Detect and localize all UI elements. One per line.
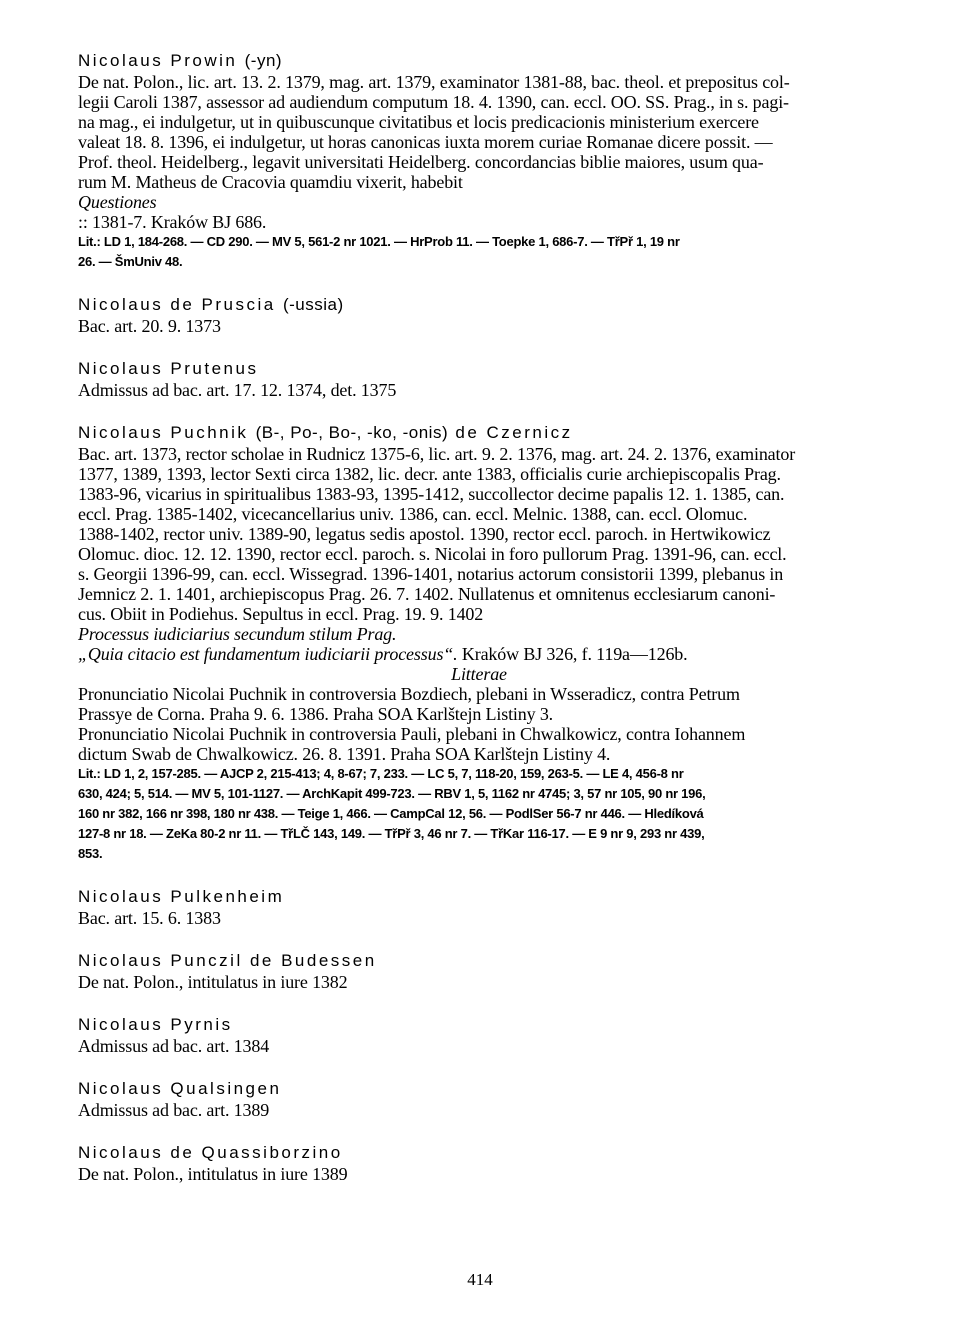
work-title: Processus iudiciarius secundum stilum Prag. [78, 624, 397, 644]
entry-text-line: rum M. Matheus de Cracovia quamdiu vixerit, habebit [78, 172, 463, 192]
entry-text-line: 1383-96, vicarius in spiritualibus 1383-93, 1395-1412, succollector decime papalis 12. 1. 1385, can. [78, 484, 785, 504]
literature-line: Lit.: LD 1, 2, 157-285. — AJCP 2, 215-413; 4, 8-67; 7, 233. — LC 5, 7, 118-20, 159, 263-5. — LE 4, 456-8 nr [78, 766, 684, 781]
entry-text-line: Olomuc. dioc. 12. 12. 1390, rector eccl. paroch. s. Nicolai in foro pullorum Prag. 1391-96, can. eccl. [78, 544, 787, 564]
entry-text-line: De nat. Polon., intitulatus in iure 1389 [78, 1164, 348, 1184]
literature-line: 160 nr 382, 166 nr 398, 180 nr 438. — Teige 1, 466. — CampCal 12, 56. — PodlSer 56-7 nr 446. — Hledíková [78, 806, 704, 821]
entry-text-line: Admissus ad bac. art. 1389 [78, 1100, 270, 1120]
entry-heading [78, 422, 880, 444]
entry-text-line: De nat. Polon., intitulatus in iure 1382 [78, 972, 348, 992]
entry-text-line: na mag., ei indulgetur, ut in quibuscunque civitatibus et locis predicacionis ministerium exercere [78, 112, 759, 132]
entry-name: Nicolaus Puchnik [78, 423, 249, 442]
entry-text-line: eccl. Prag. 1385-1402, vicecancellarius univ. 1386, can. eccl. Melnic. 1388, can. eccl. Olomuc. [78, 504, 748, 524]
name-variant: (-yn) [244, 51, 283, 70]
entry-text-line: Jemnicz 2. 1. 1401, archiepiscopus Prag. 26. 7. 1402. Nullatenus et omnitenus ecclesiarum canoni- [78, 584, 776, 604]
letter-line: Pronunciatio Nicolai Puchnik in controversia Bozdiech, plebani in Wsseradicz, contra Petrum [78, 684, 740, 704]
letter-line: Prassye de Corna. Praha 9. 6. 1386. Praha SOA Karlštejn Listiny 3. [78, 704, 554, 724]
entry-text-line: 1388-1402, rector univ. 1389-90, legatus sedis apostol. 1390, rector eccl. paroch. in Hertwikowicz [78, 524, 771, 544]
page-number: 414 [467, 1270, 493, 1289]
entry-text-line: Admissus ad bac. art. 1384 [78, 1036, 270, 1056]
entry-heading: Nicolaus Pyrnis [78, 1015, 233, 1034]
entry-text-line: cus. Obiit in Podiehus. Sepultus in eccl. Prag. 19. 9. 1402 [78, 604, 484, 624]
entry-heading [78, 50, 880, 72]
name-variant: (B-, Po-, Bo-, -ko, -onis) [255, 423, 449, 442]
entry-text-line: valeat 18. 8. 1396, ei indulgetur, ut horas canonicas iuxta morem curiae Romanae dicere possit. — [78, 132, 773, 152]
entry-heading: Nicolaus Qualsingen [78, 1079, 282, 1098]
entry-name: Nicolaus Prowin [78, 51, 238, 70]
entry-text-line: Bac. art. 20. 9. 1373 [78, 316, 221, 336]
literature-line: 853. [78, 846, 103, 861]
name-variant: (-ussia) [282, 295, 344, 314]
work-reference: :: 1381-7. Kraków BJ 686. [78, 212, 267, 232]
incipit: „Quia citacio est fundamentum iudiciarii processus“. [78, 644, 458, 664]
entry-text-line: 1377, 1389, 1393, lector Sexti circa 1382, lic. decr. ante 1383, officialis curie archiepiscopalis Prag. [78, 464, 781, 484]
entry-text-line: De nat. Polon., lic. art. 13. 2. 1379, mag. art. 1379, examinator 1381-88, bac. theol. et prepositus col- [78, 72, 790, 92]
entry-text-line: Bac. art. 15. 6. 1383 [78, 908, 221, 928]
entry-heading: Nicolaus de Quassiborzino [78, 1143, 343, 1162]
entry-nicolaus-punczil [78, 950, 880, 992]
entry-heading: Nicolaus Prutenus [78, 359, 259, 378]
entry-name: Nicolaus de Pruscia [78, 295, 276, 314]
letter-line: dictum Swab de Chwalkowicz. 26. 8. 1391. Praha SOA Karlštejn Listiny 4. [78, 744, 611, 764]
entry-text-line: legii Caroli 1387, assessor ad audiendum computum 18. 4. 1390, can. eccl. OO. SS. Prag., in s. pagi- [78, 92, 789, 112]
entry-nicolaus-qualsingen [78, 1078, 880, 1120]
literature-line: Lit.: LD 1, 184-268. — CD 290. — MV 5, 561-2 nr 1021. — HrProb 11. — Toepke 1, 686-7. — TřPř 1, 19 nr [78, 234, 680, 249]
entry-nicolaus-prowin [78, 50, 880, 272]
entry-text-line: s. Georgii 1396-99, can. eccl. Wissegrad. 1396-1401, notarius actorum consistorii 1399, plebanus in [78, 564, 784, 584]
entry-text-line: Prof. theol. Heidelberg., legavit universitati Heidelberg. concordancias biblie maiores, usum qua- [78, 152, 764, 172]
incipit-reference: Kraków BJ 326, f. 119a—126b. [457, 644, 688, 664]
entry-nicolaus-de-pruscia [78, 294, 880, 336]
literature-line: 127-8 nr 18. — ZeKa 80-2 nr 11. — TřLČ 143, 149. — TřPř 3, 46 nr 7. — TřKar 116-17. — E 9 nr 9, 293 nr 439, [78, 826, 705, 841]
entry-heading: Nicolaus Punczil de Budessen [78, 951, 377, 970]
name-suffix: de Czernicz [455, 423, 573, 442]
entry-nicolaus-pulkenheim [78, 886, 880, 928]
incipit-line [78, 644, 880, 664]
literature-line: 26. — ŠmUniv 48. [78, 254, 183, 269]
entry-nicolaus-puchnik [78, 422, 880, 864]
section-heading-litterae: Litterae [451, 664, 507, 684]
entry-nicolaus-prutenus [78, 358, 880, 400]
entry-nicolaus-de-quassiborzino [78, 1142, 880, 1184]
entry-text-line: Admissus ad bac. art. 17. 12. 1374, det. 1375 [78, 380, 397, 400]
entry-heading [78, 294, 880, 316]
entry-text-line: Bac. art. 1373, rector scholae in Rudnicz 1375-6, lic. art. 9. 2. 1376, mag. art. 24. 2. 1376, examinator [78, 444, 796, 464]
work-title: Questiones [78, 192, 157, 212]
entry-heading: Nicolaus Pulkenheim [78, 887, 285, 906]
literature-line: 630, 424; 5, 514. — MV 5, 101-1127. — ArchKapit 499-723. — RBV 1, 5, 1162 nr 4745; 3, 57 nr 105, 90 nr 196, [78, 786, 706, 801]
entry-nicolaus-pyrnis [78, 1014, 880, 1056]
letter-line: Pronunciatio Nicolai Puchnik in controversia Pauli, plebani in Chwalkowicz, contra Iohannem [78, 724, 746, 744]
